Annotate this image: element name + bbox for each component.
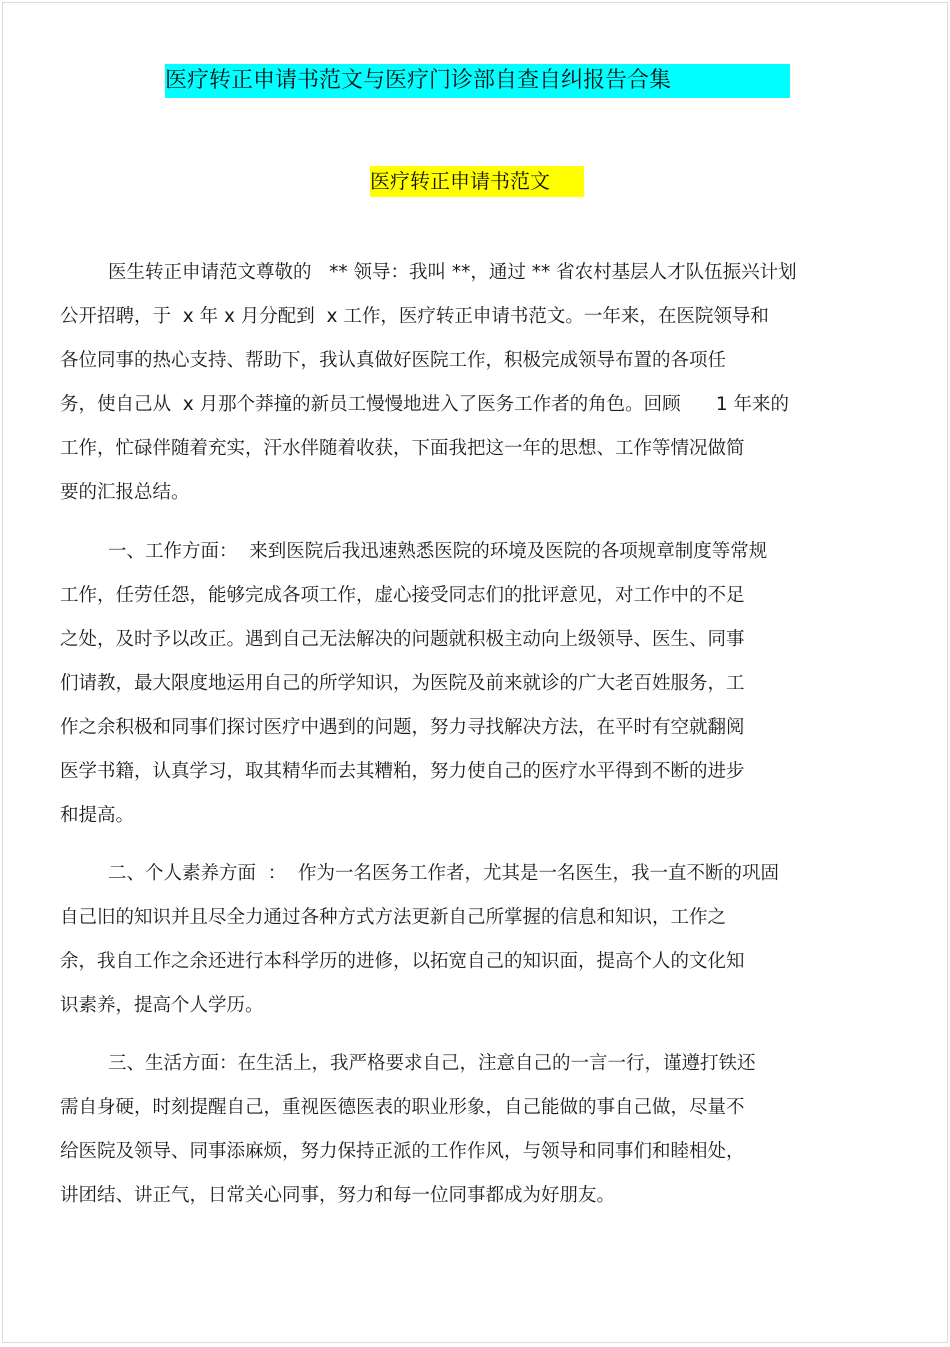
paragraph-line: 工作，忙碌伴随着充实，汗水伴随着收获，下面我把这一年的思想、工作等情况做简 [60, 438, 745, 459]
paragraph-line: 需自身硬，时刻提醒自己，重视医德医表的职业形象，自己能做的事自己做，尽量不 [60, 1097, 745, 1118]
paragraph-line: 医生转正申请范文尊敬的 ** 领导：我叫 **，通过 ** 省农村基层人才队伍振兴计划 [108, 262, 797, 283]
paragraph-line: 医学书籍，认真学习，取其精华而去其糟粕，努力使自己的医疗水平得到不断的进步 [60, 761, 745, 782]
paragraph-line: 给医院及领导、同事添麻烦，努力保持正派的工作作风，与领导和同事们和睦相处， [60, 1141, 745, 1162]
paragraph-line: 余，我自工作之余还进行本科学历的进修，以拓宽自己的知识面，提高个人的文化知 [60, 951, 745, 972]
paragraph-line: 三、生活方面：在生活上，我严格要求自己，注意自己的一言一行，谨遵打铁还 [108, 1053, 756, 1074]
paragraph-line: 自己旧的知识并且尽全力通过各种方式方法更新自己所掌握的信息和知识，工作之 [60, 907, 727, 928]
paragraph-line: 各位同事的热心支持、帮助下，我认真做好医院工作，积极完成领导布置的各项任 [60, 350, 727, 371]
paragraph-line: 讲团结、讲正气，日常关心同事，努力和每一位同事都成为好朋友。 [60, 1185, 616, 1206]
paragraph-line: 二、个人素养方面 ： 作为一名医务工作者，尤其是一名医生，我一直不断的巩固 [108, 863, 780, 884]
paragraph-line: 一、工作方面： 来到医院后我迅速熟悉医院的环境及医院的各项规章制度等常规 [108, 541, 768, 562]
paragraph-line: 识素养，提高个人学历。 [60, 995, 264, 1016]
document-title: 医疗转正申请书范文与医疗门诊部自查自纠报告合集 [165, 64, 790, 98]
document-page [2, 2, 948, 1343]
paragraph-line: 工作，任劳任怨，能够完成各项工作，虚心接受同志们的批评意见，对工作中的不足 [60, 585, 745, 606]
paragraph-line: 们请教，最大限度地运用自己的所学知识，为医院及前来就诊的广大老百姓服务，工 [60, 673, 745, 694]
paragraph-line: 公开招聘，于 x 年 x 月分配到 x 工作，医疗转正申请书范文。一年来，在医院领导和 [60, 306, 769, 327]
paragraph-line: 务，使自己从 x 月那个莽撞的新员工慢慢地进入了医务工作者的角色。回顾 1 年来的 [60, 394, 790, 415]
paragraph-line: 和提高。 [60, 805, 135, 826]
paragraph-line: 要的汇报总结。 [60, 482, 190, 503]
paragraph-line: 之处，及时予以改正。遇到自己无法解决的问题就积极主动向上级领导、医生、同事 [60, 629, 745, 650]
section-title: 医疗转正申请书范文 [370, 166, 584, 197]
paragraph-line: 作之余积极和同事们探讨医疗中遇到的问题，努力寻找解决方法，在平时有空就翻阅 [60, 717, 745, 738]
